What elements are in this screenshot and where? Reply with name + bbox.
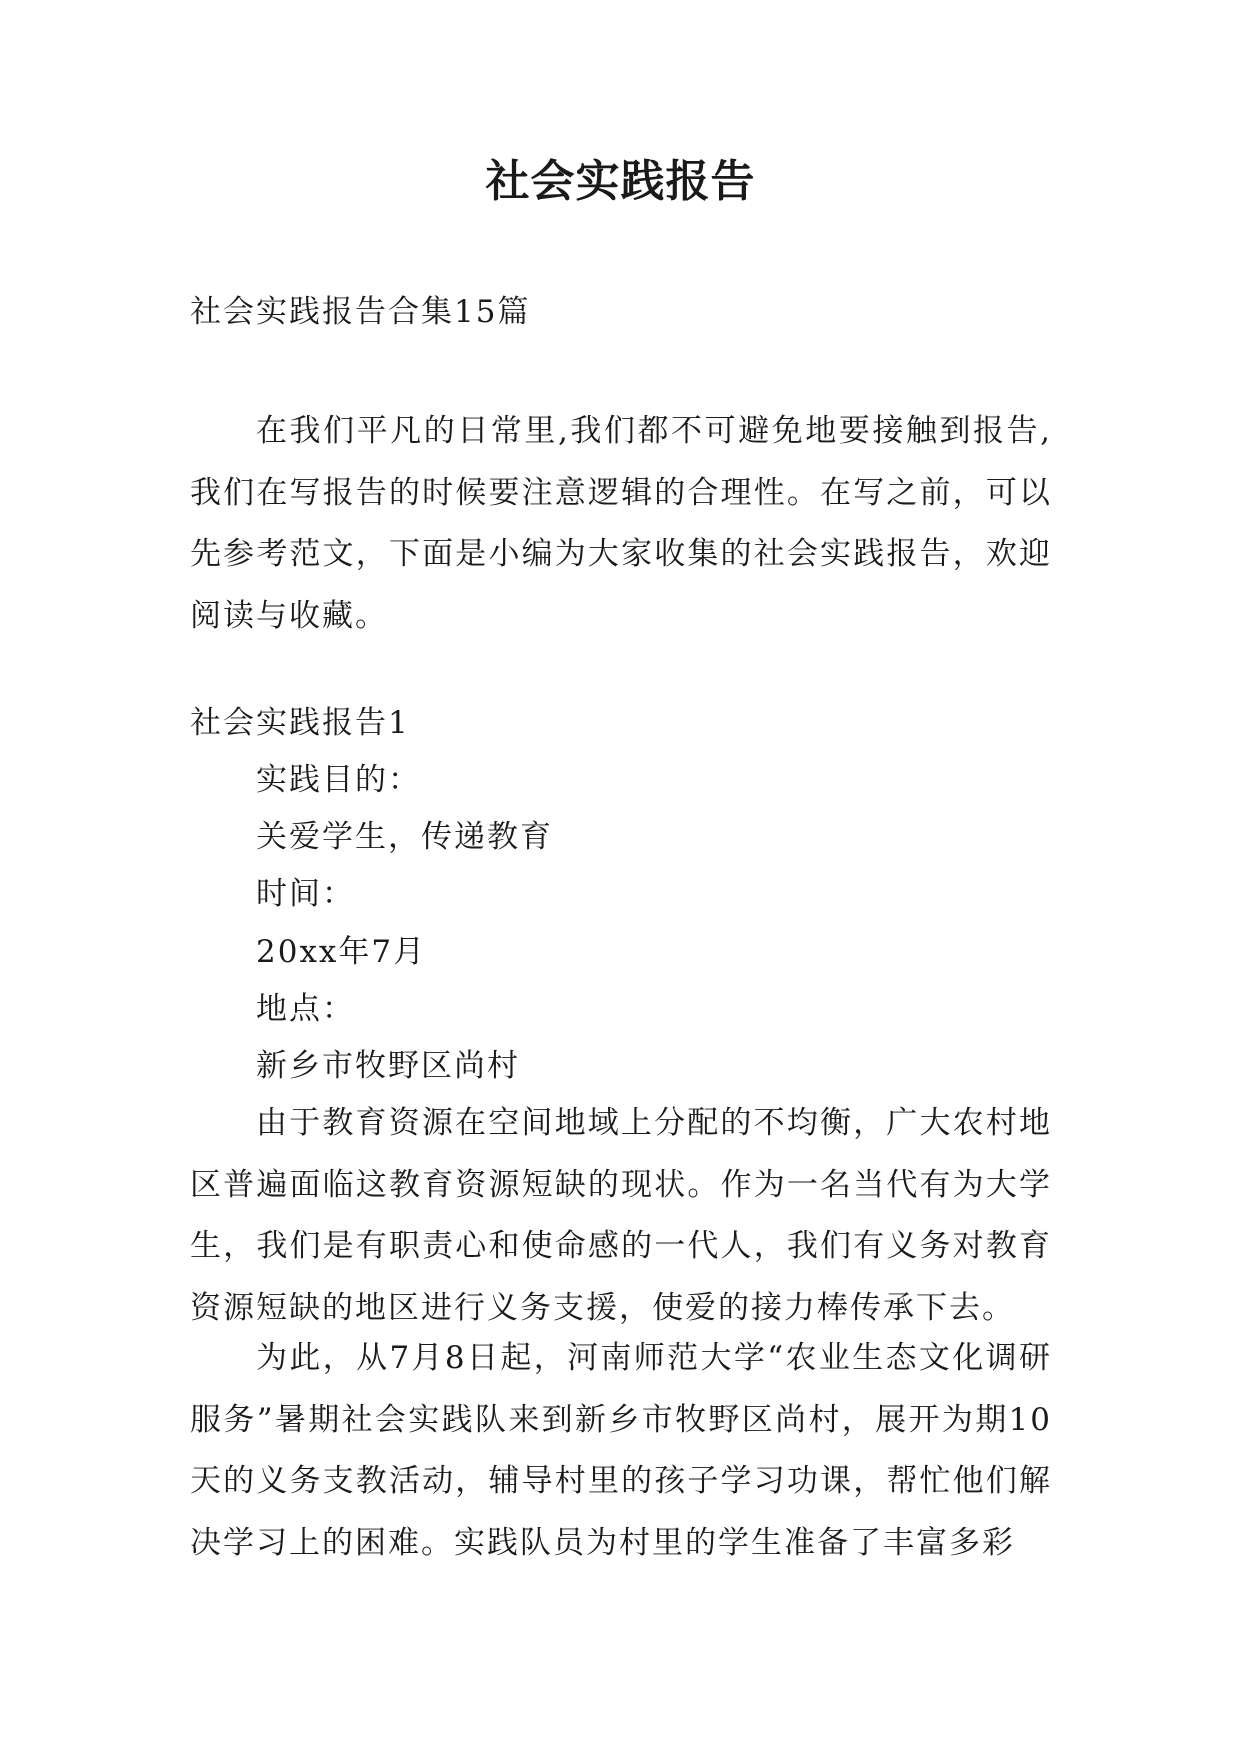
item-time-label: 时间：	[256, 876, 355, 912]
section-heading: 社会实践报告1	[190, 705, 410, 741]
document-title: 社会实践报告	[485, 156, 756, 207]
body-paragraph-1: 由于教育资源在空间地域上分配的不均衡，广大农村地区普遍面临这教育资源短缺的现状。作为一名当代有为大学生，我们是有职责心和使命感的一代人，我们有义务对教育资源短缺的地区进行义务支援，使爱的接力棒传承下去。	[190, 1105, 1052, 1326]
item-purpose-value: 关爱学生，传递教育	[256, 819, 553, 855]
item-time-value: 20xx年7月	[256, 934, 427, 970]
intro-paragraph: 在我们平凡的日常里,我们都不可避免地要接触到报告,我们在写报告的时候要注意逻辑的合理性。在写之前，可以先参考范文，下面是小编为大家收集的社会实践报告，欢迎阅读与收藏。	[190, 413, 1052, 634]
body-paragraph-2: 为此，从7月8日起，河南师范大学“农业生态文化调研服务”暑期社会实践队来到新乡市牧野区尚村，展开为期10天的义务支教活动，辅导村里的孩子学习功课，帮忙他们解决学习上的困难。实践队员为村里的学生准备了丰富多彩	[190, 1340, 1052, 1561]
item-location-label: 地点：	[256, 991, 355, 1027]
document-subtitle: 社会实践报告合集15篇	[190, 294, 531, 330]
item-purpose-label: 实践目的：	[256, 762, 421, 798]
item-location-value: 新乡市牧野区尚村	[256, 1048, 520, 1084]
